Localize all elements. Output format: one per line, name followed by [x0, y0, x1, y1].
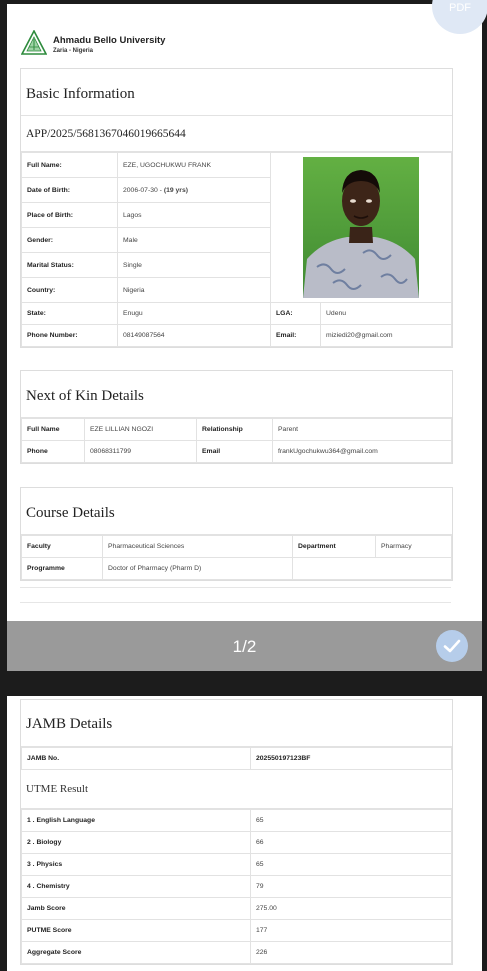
result-label: 1 . English Language — [22, 810, 251, 832]
document-page-1 — [7, 4, 482, 621]
application-number: APP/2025/5681367046019665644 — [21, 116, 452, 152]
aggregate-score-label: Aggregate Score — [22, 942, 251, 964]
programme-empty-cell — [293, 558, 452, 580]
course-details-title: Course Details — [21, 488, 452, 535]
result-label: 4 . Chemistry — [22, 876, 251, 898]
email-label: Email: — [271, 325, 321, 347]
kin-relationship-value: Parent — [273, 419, 452, 441]
phone-number-label: Phone Number: — [22, 325, 118, 347]
full-name-value: EZE, UGOCHUKWU FRANK — [118, 153, 271, 178]
marital-status-value: Single — [118, 253, 271, 278]
kin-relationship-label: Relationship — [197, 419, 273, 441]
state-label: State: — [22, 303, 118, 325]
jamb-details-card — [20, 699, 453, 965]
utme-result-table — [21, 809, 452, 964]
utme-result-title: UTME Result — [21, 770, 452, 809]
jamb-number-table — [21, 747, 452, 770]
confirm-check-button[interactable] — [436, 630, 468, 662]
programme-value: Doctor of Pharmacy (Pharm D) — [103, 558, 293, 580]
document-page-2 — [7, 696, 482, 971]
jamb-number-value: 202550197123BF — [251, 748, 452, 770]
gender-label: Gender: — [22, 228, 118, 253]
kin-email-value: frankUgochukwu364@gmail.com — [273, 441, 452, 463]
kin-name-label: Full Name — [22, 419, 85, 441]
divider — [20, 587, 451, 588]
phone-number-value: 08149087564 — [118, 325, 271, 347]
divider — [20, 602, 451, 603]
page-indicator-bar — [7, 621, 482, 671]
next-of-kin-table — [21, 418, 452, 463]
result-label: 3 . Physics — [22, 854, 251, 876]
course-details-table — [21, 535, 452, 580]
university-logo-icon — [21, 30, 47, 56]
kin-phone-value: 08068311799 — [85, 441, 197, 463]
jamb-details-title: JAMB Details — [21, 700, 452, 747]
department-value: Pharmacy — [376, 536, 452, 558]
university-name: Ahmadu Bello University — [53, 35, 166, 46]
university-header — [21, 30, 165, 56]
basic-information-title: Basic Information — [21, 69, 452, 116]
kin-name-value: EZE LILLIAN NGOZI — [85, 419, 197, 441]
faculty-label: Faculty — [22, 536, 103, 558]
country-value: Nigeria — [118, 278, 271, 303]
next-of-kin-card — [20, 370, 453, 464]
course-details-card — [20, 487, 453, 581]
kin-email-label: Email — [197, 441, 273, 463]
page-indicator: 1/2 — [232, 637, 257, 656]
pdf-button[interactable]: PDF — [432, 0, 487, 34]
photo-cell — [271, 153, 452, 303]
basic-information-card — [20, 68, 453, 348]
programme-label: Programme — [22, 558, 103, 580]
kin-phone-label: Phone — [22, 441, 85, 463]
result-value: 66 — [251, 832, 452, 854]
result-label: 2 . Biology — [22, 832, 251, 854]
result-value: 65 — [251, 810, 452, 832]
jamb-score-value: 275.00 — [251, 898, 452, 920]
result-value: 79 — [251, 876, 452, 898]
result-value: 65 — [251, 854, 452, 876]
check-icon — [442, 636, 462, 656]
place-of-birth-label: Place of Birth: — [22, 203, 118, 228]
page-gap — [7, 671, 482, 696]
department-label: Department — [293, 536, 376, 558]
lga-value: Udenu — [321, 303, 452, 325]
place-of-birth-value: Lagos — [118, 203, 271, 228]
aggregate-score-value: 226 — [251, 942, 452, 964]
university-location: Zaria - Nigeria — [53, 48, 94, 54]
next-of-kin-title: Next of Kin Details — [21, 371, 452, 418]
lga-label: LGA: — [271, 303, 321, 325]
basic-information-table — [21, 152, 452, 347]
jamb-score-label: Jamb Score — [22, 898, 251, 920]
faculty-value: Pharmaceutical Sciences — [103, 536, 293, 558]
country-label: Country: — [22, 278, 118, 303]
putme-score-label: PUTME Score — [22, 920, 251, 942]
marital-status-label: Marital Status: — [22, 253, 118, 278]
jamb-number-label: JAMB No. — [22, 748, 251, 770]
state-value: Enugu — [118, 303, 271, 325]
dob-value: 2006-07-30 - (19 yrs) — [118, 178, 271, 203]
gender-value: Male — [118, 228, 271, 253]
full-name-label: Full Name: — [22, 153, 118, 178]
dob-label: Date of Birth: — [22, 178, 118, 203]
email-value: miziedi20@gmail.com — [321, 325, 452, 347]
putme-score-value: 177 — [251, 920, 452, 942]
applicant-photo — [303, 157, 419, 298]
